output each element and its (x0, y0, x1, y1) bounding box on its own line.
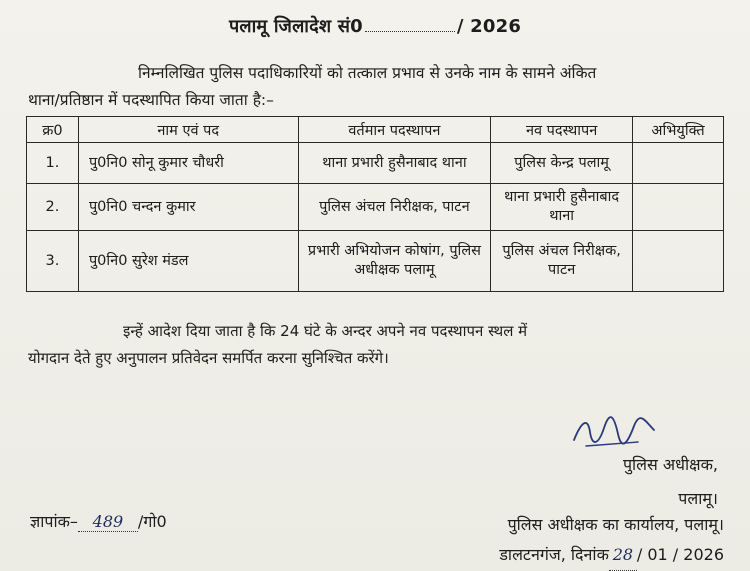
order-number-blank (365, 31, 455, 32)
header-serial: क्र0 (27, 117, 79, 143)
cell-new: थाना प्रभारी हुसैनाबाद थाना (491, 184, 633, 231)
header-name-post: नाम एवं पद (78, 117, 298, 143)
closing-line-2: योगदान देते हुए अनुपालन प्रतिवेदन समर्पित करना सुनिश्चित करेंगे। (28, 349, 389, 367)
header-new-posting: नव पदस्थापन (491, 117, 633, 143)
closing-paragraph (28, 318, 728, 372)
cell-name: पु0नि0 सोनू कुमार चौधरी (78, 143, 298, 184)
cell-new: पुलिस केन्द्र पलामू (491, 143, 633, 184)
header-current-posting: वर्तमान पदस्थापन (298, 117, 491, 143)
cell-remark (633, 143, 724, 184)
posting-table (26, 116, 724, 292)
cell-new: पुलिस अंचल निरीक्षक, पाटन (491, 231, 633, 292)
table-row (27, 143, 724, 184)
cell-remark (633, 231, 724, 292)
closing-line-1: इन्हें आदेश दिया जाता है कि 24 घंटे के अन्दर अपने नव पदस्थापन स्थल में (123, 322, 528, 340)
order-title-prefix: पलामू जिलादेश सं0 (228, 16, 363, 37)
intro-line-1: निम्नलिखित पुलिस पदाधिकारियों को तत्काल प्रभाव से उनके नाम के सामने अंकित (138, 64, 597, 82)
office-block (499, 510, 724, 571)
cell-current: थाना प्रभारी हुसैनाबाद थाना (298, 143, 491, 184)
office-date-line (499, 540, 724, 571)
table-header-row (27, 117, 724, 143)
handwritten-signature (568, 412, 658, 452)
office-name: पुलिस अधीक्षक का कार्यालय, पलामू। (507, 515, 724, 534)
cell-remark (633, 184, 724, 231)
memo-suffix: /गो0 (137, 512, 167, 531)
order-title-suffix: / 2026 (456, 16, 522, 37)
cell-serial: 1. (27, 143, 79, 184)
memo-reference (30, 510, 167, 532)
header-remarks: अभियुक्ति (633, 117, 724, 143)
cell-current: पुलिस अंचल निरीक्षक, पाटन (298, 184, 491, 231)
cell-serial: 3. (27, 231, 79, 292)
intro-line-2: थाना/प्रतिष्ठान में पदस्थापित किया जाता है:– (28, 91, 274, 109)
table-row (27, 184, 724, 231)
cell-current: प्रभारी अभियोजन कोषांग, पुलिस अधीक्षक पलामू (298, 231, 491, 292)
date-day: 28 (609, 540, 637, 571)
cell-name: पु0नि0 सुरेश मंडल (78, 231, 298, 292)
memo-number: 489 (78, 512, 138, 532)
memo-label: ज्ञापांक– (30, 512, 78, 531)
intro-paragraph (28, 60, 723, 114)
cell-serial: 2. (27, 184, 79, 231)
table-row (27, 231, 724, 292)
signatory-designation: पुलिस अधीक्षक, (622, 455, 718, 474)
office-place: डालटनगंज, दिनांक (499, 545, 609, 564)
signature-block (623, 412, 718, 516)
order-title (0, 14, 750, 38)
date-rest: / 01 / 2026 (636, 545, 724, 564)
cell-name: पु0नि0 चन्दन कुमार (78, 184, 298, 231)
signatory-district: पलामू। (678, 489, 718, 508)
